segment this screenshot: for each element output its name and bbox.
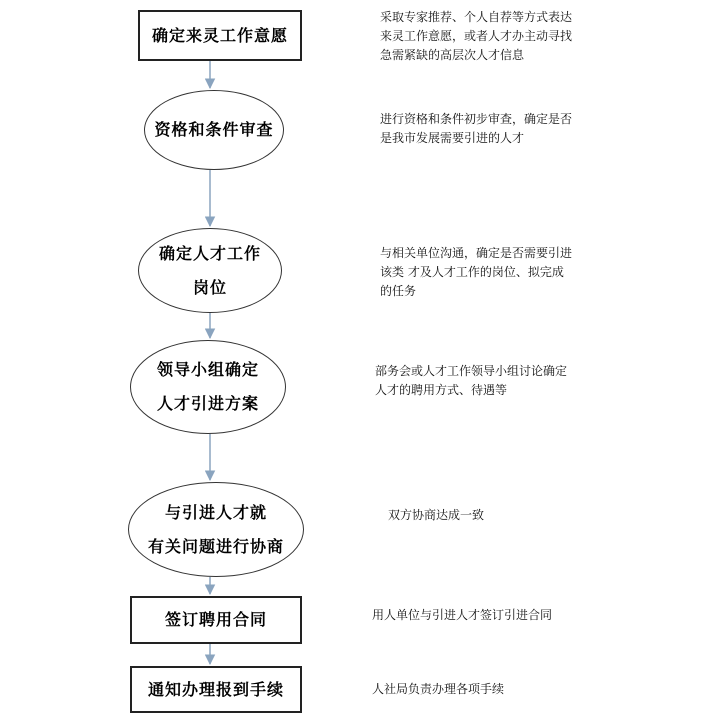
step-1-box bbox=[138, 10, 302, 61]
step-7-label: 通知办理报到手续 bbox=[147, 679, 284, 699]
step-3-note: 与相关单位沟通，确定是否需要引进 该类 才及人才工作的岗位、拟完成 的任务 bbox=[380, 246, 573, 298]
step-2-label: 资格和条件审查 bbox=[154, 120, 274, 139]
step-1-note: 采取专家推荐、个人自荐等方式表达 来灵工作意愿，或者人才办主动寻找 急需紧缺的高层次人才信息 bbox=[380, 10, 573, 62]
step-6-note: 用人单位与引进人才签订引进合同 bbox=[372, 608, 553, 622]
step-3-label-line-2: 岗位 bbox=[192, 277, 227, 297]
step-4-ellipse bbox=[130, 340, 286, 434]
step-5-label-line-2: 有关问题进行协商 bbox=[147, 536, 284, 556]
step-5-note: 双方协商达成一致 bbox=[388, 508, 485, 522]
step-6-label: 签订聘用合同 bbox=[164, 610, 267, 629]
step-2-ellipse bbox=[144, 90, 284, 170]
step-4-label-line-2: 人才引进方案 bbox=[156, 394, 259, 413]
step-4-note: 部务会或人才工作领导小组讨论确定 人才的聘用方式、待遇等 bbox=[375, 364, 568, 397]
step-3-ellipse bbox=[138, 228, 282, 313]
step-6-box bbox=[130, 596, 302, 644]
step-4-label-line-1: 领导小组确定 bbox=[156, 360, 259, 379]
step-7-note: 人社局负责办理各项手续 bbox=[372, 682, 505, 696]
step-2-note: 进行资格和条件初步审查，确定是否 是我市发展需要引进的人才 bbox=[380, 112, 573, 145]
step-5-ellipse bbox=[128, 482, 304, 577]
step-5-label-line-1: 与引进人才就 bbox=[164, 502, 267, 522]
step-3-label-line-1: 确定人才工作 bbox=[158, 243, 261, 263]
step-7-box bbox=[130, 666, 302, 713]
step-1-label: 确定来灵工作意愿 bbox=[151, 25, 288, 45]
